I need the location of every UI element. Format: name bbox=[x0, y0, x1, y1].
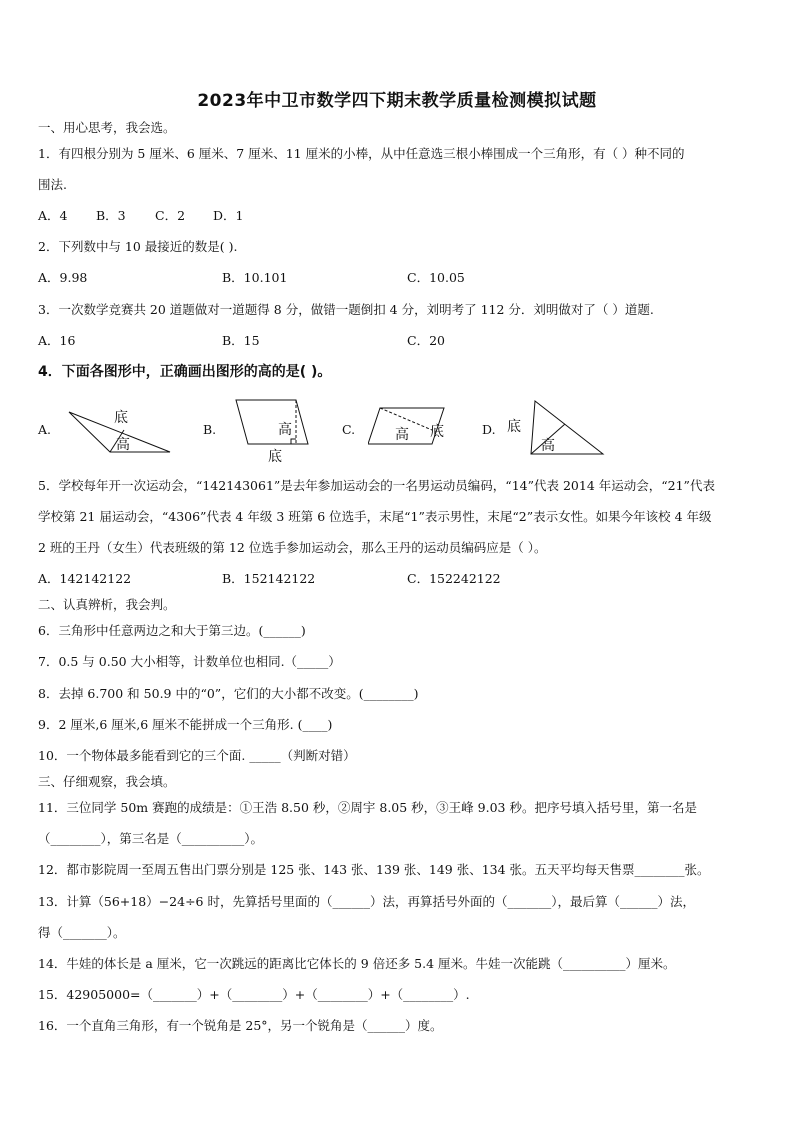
question-7-text: 7．0.5 与 0.50 大小相等，计数单位也相同.（_____） bbox=[38, 654, 341, 669]
figure-d-base-label: 底 bbox=[507, 419, 521, 435]
question-4-option-d: D. bbox=[482, 422, 496, 437]
question-11-line-2: （________），第三名是（__________）。 bbox=[38, 831, 264, 846]
question-1-option-b: B．3 bbox=[96, 208, 126, 223]
question-3-option-c: C．20 bbox=[407, 333, 445, 348]
question-5-option-b: B．152142122 bbox=[222, 571, 316, 586]
question-11-line-1: 11．三位同学 50m 赛跑的成绩是：①王浩 8.50 秒，②周宇 8.05 秒，③王峰 9.03 秒。把序号填入括号里，第一名是 bbox=[38, 800, 697, 815]
figure-c-base-label: 底 bbox=[430, 424, 444, 440]
figure-b-parallelogram bbox=[230, 398, 320, 469]
question-12-text: 12．都市影院周一至周五售出门票分别是 125 张、143 张、139 张、149 张、134 张。五天平均每天售票________张。 bbox=[38, 862, 710, 877]
figure-a-triangle bbox=[66, 400, 176, 459]
question-3-option-a: A．16 bbox=[38, 333, 76, 348]
question-3-text: 3．一次数学竞赛共 20 道题做对一道题得 8 分，做错一题倒扣 4 分，刘明考了 112 分．刘明做对了（ ）道题. bbox=[38, 302, 654, 317]
question-15-text: 15．42905000=（_______）+（________）+（________）+（________）. bbox=[38, 987, 470, 1002]
question-5-option-a: A．142142122 bbox=[38, 571, 132, 586]
question-2-option-b: B．10.101 bbox=[222, 270, 288, 285]
question-10-text: 10．一个物体最多能看到它的三个面. _____（判断对错） bbox=[38, 748, 356, 763]
figure-d-height-label: 高 bbox=[541, 438, 555, 454]
question-2-option-a: A．9.98 bbox=[38, 270, 88, 285]
question-2-text: 2．下列数中与 10 最接近的数是( ). bbox=[38, 239, 238, 254]
figure-a-height-label: 高 bbox=[116, 437, 130, 453]
section-heading-3: 三、仔细观察，我会填。 bbox=[38, 774, 176, 789]
figure-c-height-label: 高 bbox=[395, 427, 409, 443]
question-5-option-c: C．152242122 bbox=[407, 571, 501, 586]
question-4-text: 4．下面各图形中，正确画出图形的高的是( )。 bbox=[38, 364, 332, 380]
question-3-option-b: B．15 bbox=[222, 333, 260, 348]
question-4-option-a: A. bbox=[38, 422, 52, 437]
exam-title: 2023年中卫市数学四下期末教学质量检测模拟试题 bbox=[197, 91, 597, 111]
question-5-line-1: 5．学校每年开一次运动会，“142143061”是去年参加运动会的一名男运动员编码，“14”代表 2014 年运动会，“21”代表 bbox=[38, 478, 715, 493]
question-1-option-a: A．4 bbox=[38, 208, 68, 223]
question-9-text: 9．2 厘米,6 厘米,6 厘米不能拼成一个三角形. (____) bbox=[38, 717, 333, 732]
question-1-line-2: 围法. bbox=[38, 177, 67, 192]
question-5-line-3: 2 班的王丹（女生）代表班级的第 12 位选手参加运动会，那么王丹的运动员编码应是（ ）。 bbox=[38, 540, 547, 555]
figure-b-height-label: 高 bbox=[278, 422, 292, 438]
question-1-option-d: D．1 bbox=[213, 208, 244, 223]
section-heading-1: 一、用心思考，我会选。 bbox=[38, 120, 176, 135]
question-14-text: 14．牛娃的体长是 a 厘米，它一次跳远的距离比它体长的 9 倍还多 5.4 厘米。牛娃一次能跳（__________）厘米。 bbox=[38, 956, 676, 971]
figure-b-base-label: 底 bbox=[268, 449, 282, 465]
question-1-line-1: 1．有四根分别为 5 厘米、6 厘米、7 厘米、11 厘米的小棒，从中任意选三根小棒围成一个三角形，有（ ）种不同的 bbox=[38, 146, 685, 161]
question-5-line-2: 学校第 21 届运动会，“4306”代表 4 年级 3 班第 6 位选手，末尾“1”表示男性，末尾“2”表示女性。如果今年该校 4 年级 bbox=[38, 509, 712, 524]
question-4-option-b: B. bbox=[203, 422, 217, 437]
question-13-line-2: 得（_______）。 bbox=[38, 925, 126, 940]
figure-c-parallelogram bbox=[368, 404, 458, 455]
question-1-option-c: C．2 bbox=[155, 208, 186, 223]
figure-a-base-label: 底 bbox=[114, 410, 128, 426]
question-4-option-c: C. bbox=[342, 422, 356, 437]
question-2-option-c: C．10.05 bbox=[407, 270, 465, 285]
figure-d-triangle bbox=[505, 398, 607, 461]
question-16-text: 16．一个直角三角形，有一个锐角是 25°，另一个锐角是（______）度。 bbox=[38, 1018, 443, 1033]
question-13-line-1: 13．计算（56+18）−24÷6 时，先算括号里面的（______）法，再算括号外面的（_______），最后算（______）法， bbox=[38, 894, 695, 909]
section-heading-2: 二、认真辨析，我会判。 bbox=[38, 597, 176, 612]
question-6-text: 6．三角形中任意两边之和大于第三边。(______) bbox=[38, 623, 306, 638]
question-8-text: 8．去掉 6.700 和 50.9 中的“0”，它们的大小都不改变。(________) bbox=[38, 686, 419, 701]
